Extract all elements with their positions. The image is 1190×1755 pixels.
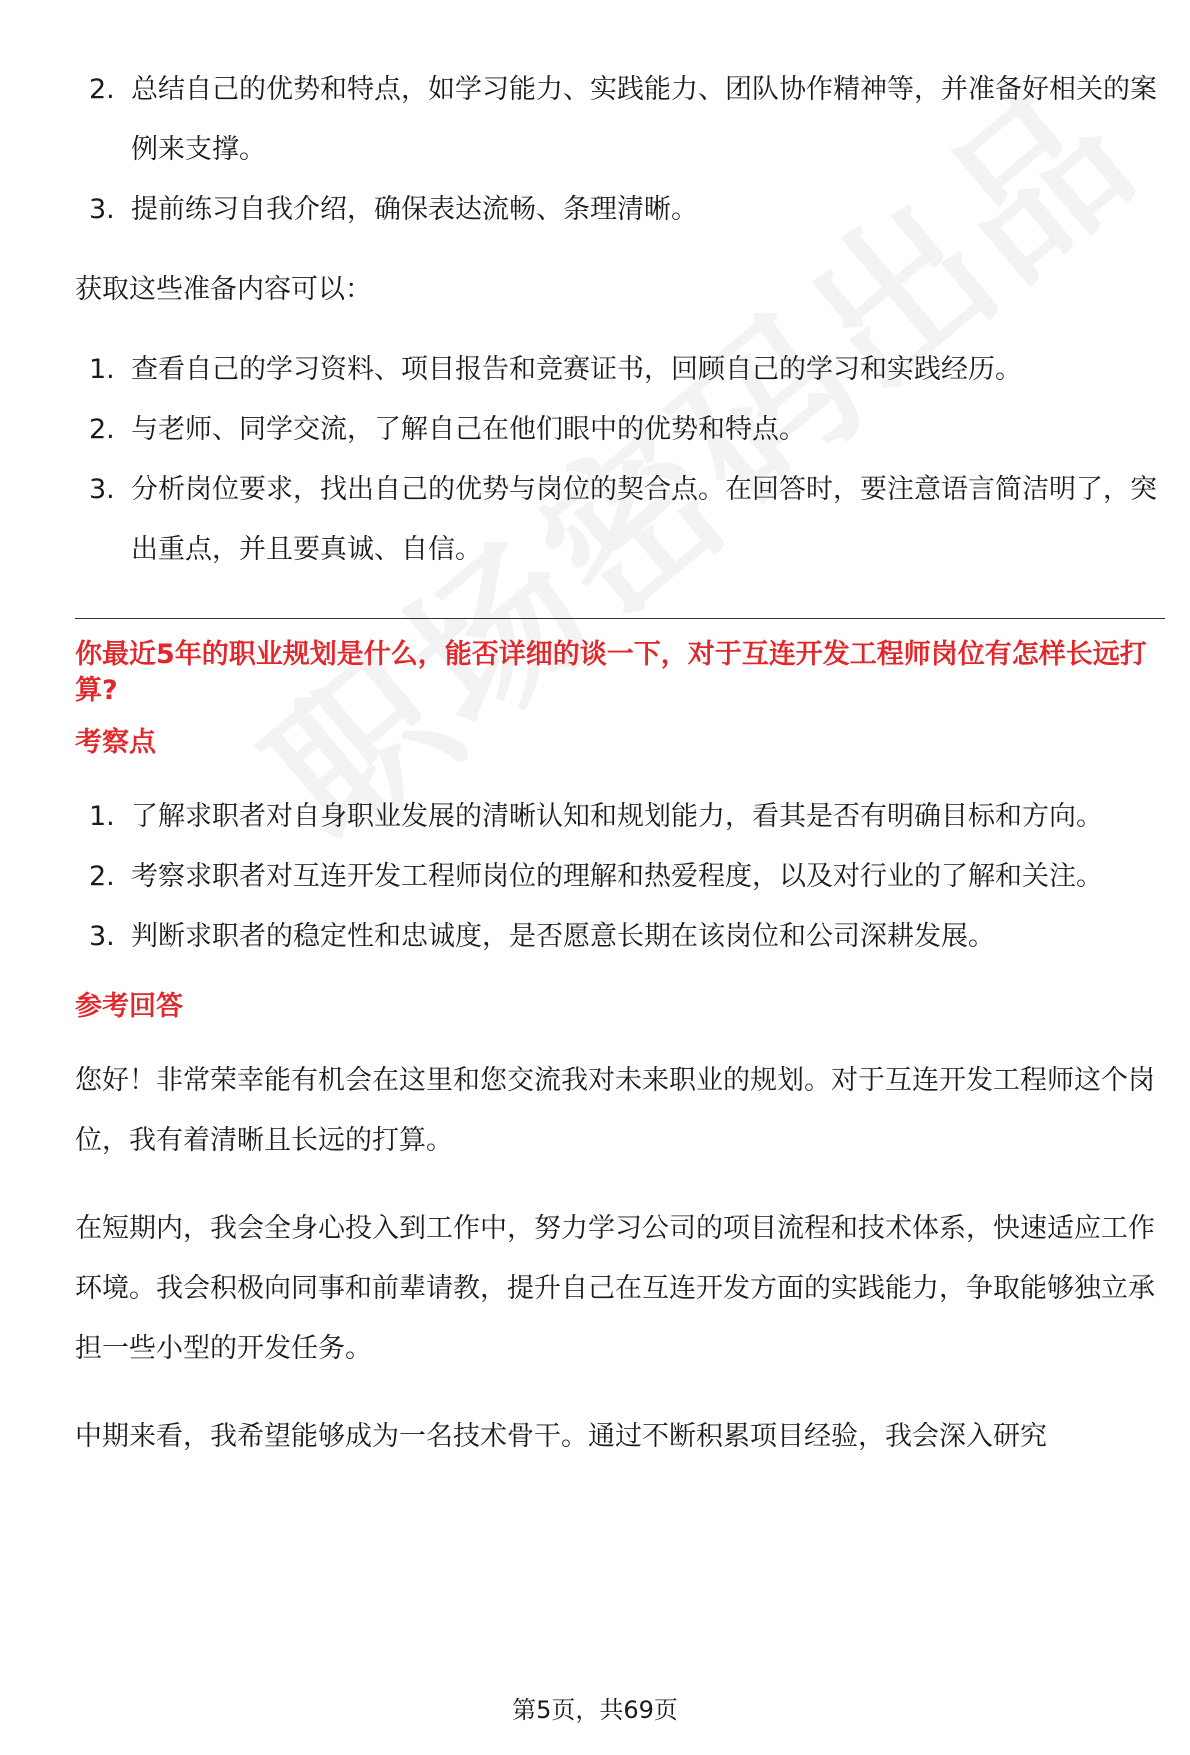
list-item: 3. 分析岗位要求，找出自己的优势与岗位的契合点。在回答时，要注意语言简洁明了，突出重点，并且要真诚、自信。 <box>89 474 1157 565</box>
exam-list <box>75 787 1160 967</box>
answer-paragraph: 中期来看，我希望能够成为一名技术骨干。通过不断积累项目经验，我会深入研究 <box>75 1421 1047 1452</box>
top-list <box>75 60 1160 240</box>
list-item: 2. 考察求职者对互连开发工程师岗位的理解和热爱程度，以及对行业的了解和关注。 <box>89 861 1103 892</box>
page-footer: 第5页，共69页 <box>512 1696 678 1724</box>
list-item: 1. 了解求职者对自身职业发展的清晰认知和规划能力，看其是否有明确目标和方向。 <box>89 801 1103 832</box>
obtain-list <box>75 340 1160 580</box>
list-item: 2. 与老师、同学交流，了解自己在他们眼中的优势和特点。 <box>89 414 806 445</box>
page-content <box>75 60 1160 1467</box>
exam-label: 考察点 <box>75 727 156 758</box>
answer-paragraph: 在短期内，我会全身心投入到工作中，努力学习公司的项目流程和技术体系，快速适应工作环境。我会积极向同事和前辈请教，提升自己在互连开发方面的实践能力，争取能够独立承担一些小型的开发任务。 <box>75 1213 1155 1364</box>
list-item: 2. 总结自己的优势和特点，如学习能力、实践能力、团队协作精神等，并准备好相关的案例来支撑。 <box>89 74 1157 165</box>
answer-label: 参考回答 <box>75 991 183 1022</box>
list-item: 1. 查看自己的学习资料、项目报告和竞赛证书，回顾自己的学习和实践经历。 <box>89 354 1022 385</box>
list-item: 3. 提前练习自我介绍，确保表达流畅、条理清晰。 <box>89 194 698 225</box>
question-heading: 你最近5年的职业规划是什么，能否详细的谈一下，对于互连开发工程师岗位有怎样长远打算? <box>75 639 1147 706</box>
answer-paragraph: 您好！非常荣幸能有机会在这里和您交流我对未来职业的规划。对于互连开发工程师这个岗位，我有着清晰且长远的打算。 <box>75 1065 1155 1156</box>
obtain-intro: 获取这些准备内容可以： <box>75 274 372 305</box>
list-item: 3. 判断求职者的稳定性和忠诚度，是否愿意长期在该岗位和公司深耕发展。 <box>89 921 995 952</box>
